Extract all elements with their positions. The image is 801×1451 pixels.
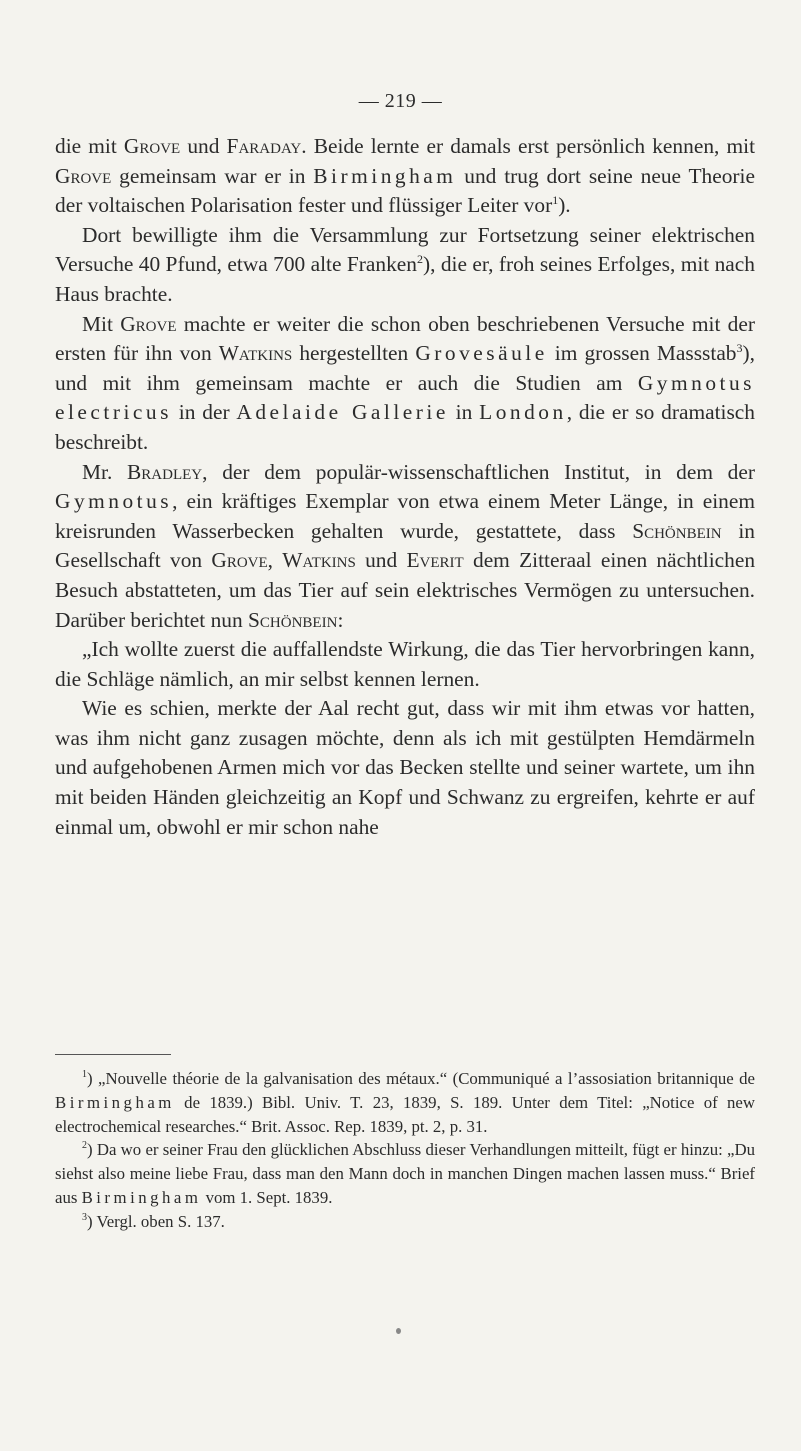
footnotes — [55, 1067, 755, 1234]
paragraph-5: „Ich wollte zuerst die auffallendste Wirkung, die das Tier hervorbringen kann, die Schläge nämlich, an mir selbst kennen lernen. — [55, 637, 755, 691]
footnote-3: $^3$) Vergl. oben S. 137. — [82, 1211, 225, 1231]
footnote-ref-3: 3 — [736, 341, 743, 356]
term-gymnotus: Gymnotus — [55, 489, 173, 514]
footnote-ref-2: 2 — [416, 252, 423, 267]
place-birmingham: Birmingham — [55, 1092, 175, 1112]
paragraph-4: Mr. Bradley, der dem populär-wissenschaftlichen Institut, in dem der Gymnotus, ein kräftiges Exemplar von etwa einem Meter Länge, in einem kreisrunden Wasserbecken gehalten wurde, gestattete, dass Schönbein in Gesellschaft von Grove, Watkins und Everit dem Zitteraal einen nächtlichen Besuch abstatteten, um das Tier auf sein elektrisches Vermögen zu untersuchen. Darüber berichtet nun Schönbein: — [55, 459, 756, 632]
place-birmingham: Birmingham — [81, 1187, 202, 1207]
page-number: — 219 — — [358, 90, 443, 112]
name-schonbein: Schönbein — [632, 518, 722, 543]
name-grove: Grove — [123, 134, 181, 158]
footnote-mark: 1 — [82, 1069, 87, 1080]
name-watkins: Watkins — [282, 548, 356, 573]
ink-speck — [396, 1328, 401, 1334]
footnote-divider — [55, 1054, 171, 1055]
name-grove: Grove — [120, 311, 177, 336]
place-birmingham: Birmingham — [313, 163, 457, 188]
name-watkins: Watkins — [218, 341, 293, 366]
paragraph-1: die mit Grove und Faraday. Beide lernte er damals erst persönlich kennen, mit Grove gemeinsam war er in Birmingham und trug dort seine neue Theorie der voltaischen Polarisation fester und flüssiger Leiter vor$^1$). — [55, 134, 756, 218]
term-gymnotus-electricus: Gymnotus electricus — [55, 370, 755, 425]
name-faraday: Faraday — [226, 134, 302, 158]
footnote-1: $^1$) „Nouvelle théorie de la galvanisation des métaux.“ (Communiqué a l’assosiation britannique de Birmingham de 1839.) Bibl. Univ. T. 23, 1839, S. 189. Unter dem Titel: „Notice of new electrochemical researches.“ Brit. Assoc. Rep. 1839, pt. 2, p. 31. — [55, 1069, 755, 1136]
name-everit: Everit — [406, 548, 464, 573]
footnote-2: $^2$) Da wo er seiner Frau den glücklichen Abschluss dieser Verhandlungen mitteilt, fügt er hinzu: „Du siehst also meine liebe Frau, dass man den Mann doch in manchen Dingen machen lassen muss.“ Brief aus Birmingham vom 1. Sept. 1839. — [55, 1140, 755, 1207]
name-grove: Grove — [55, 163, 112, 188]
place-adelaide-gallerie: Adelaide Gallerie — [236, 400, 449, 425]
term-grovesaule: Grovesäule — [415, 341, 548, 366]
footnote-ref-1: 1 — [552, 193, 559, 208]
footnote-mark: 2 — [82, 1140, 87, 1152]
name-schonbein: Schönbein — [248, 607, 338, 632]
main-text — [55, 132, 755, 842]
place-london: London — [479, 400, 567, 425]
paragraph-6: Wie es schien, merkte der Aal recht gut, dass wir mit ihm etwas vor hatten, was ihm nicht ganz zusagen möchte, denn als ich mit gestülpten Hemdärmeln und aufgehobenen Armen mich vor das Becken stellte und seiner wartete, um ihn mit beiden Händen gleichzeitig an Kopf und Schwanz zu ergreifen, kehrte er auf einmal um, obwohl er mir schon nahe — [55, 696, 755, 839]
paragraph-3: Mit Grove machte er weiter die schon oben beschriebenen Versuche mit der ersten für ihn von Watkins hergestellten Grovesäule im grossen Massstab$^3$), und mit ihm gemeinsam machte er auch die Studien am Gymnotus electricus in der Adelaide Gallerie in London, die er so dramatisch beschreibt. — [55, 311, 755, 454]
name-grove: Grove — [211, 548, 268, 573]
footnote-mark: 3 — [82, 1211, 87, 1223]
paragraph-2: Dort bewilligte ihm die Versammlung zur Fortsetzung seiner elektrischen Versuche 40 Pfund, etwa 700 alte Franken$^2$), die er, froh seines Erfolges, mit nach Haus brachte. — [55, 222, 755, 306]
name-bradley: Bradley — [127, 459, 203, 484]
